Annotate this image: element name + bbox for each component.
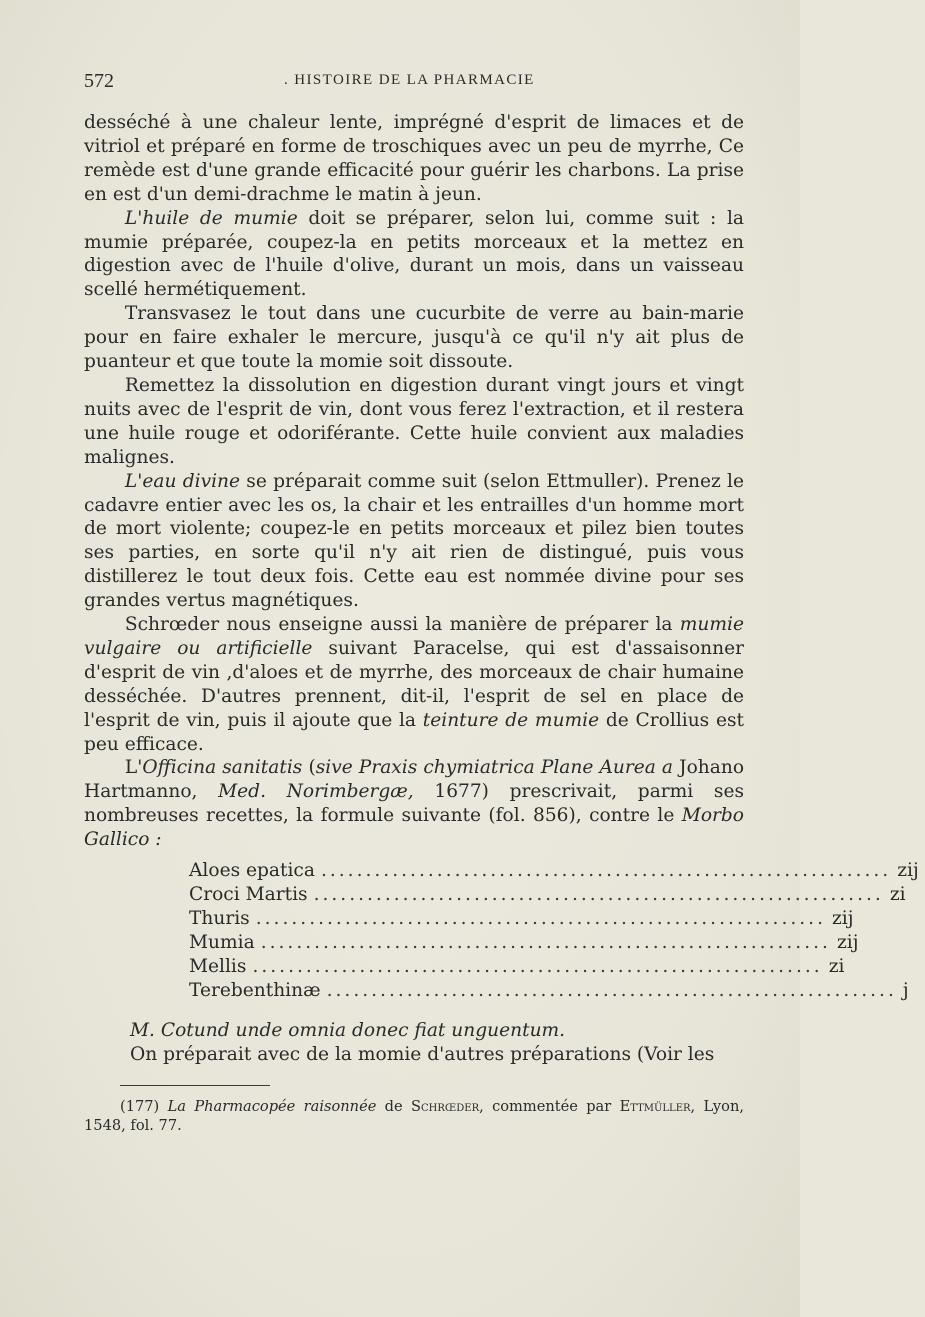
paragraph-5: L'eau divine se préparait comme suit (selon Ettmuller). Prenez le cadavre entier avec les os, la chair et les entrailles d'un homme mort de mort violente; coupez-le en petits morceaux et pilez bien toutes ses parties, en sorte qu'il n'y ait rien de distingué, puis vous distillerez le tout deux fois. Cette eau est nommée divine pour ses grandes vertus magnétiques. [84,470,745,612]
footnote-commentator: Ettmüller [619,1098,691,1115]
footnote-author: Schrœder [410,1098,480,1115]
term-morbo-gallico: Morbo Gallico : [84,805,744,851]
recipe-quantity: zij [897,860,919,881]
recipe-row [189,907,854,931]
paragraph-2: L'huile de mumie doit se préparer, selon lui, comme suit : la mumie préparée, coupez-la en petits morceaux et la mettez en digestion avec de l'huile d'olive, durant un mois, dans un vaisseau scellé hermétiquement. [84,207,744,301]
recipe-quantity: zi [889,883,906,905]
footnote-divider [120,1085,270,1086]
recipe-list [189,859,919,1002]
paragraph-7: L'Officina sanitatis (sive Praxis chymiatrica Plane Aurea a Johano Hartmanno, Med. Norimbergæ, 1677) prescrivait, parmi ses nombreuses recettes, la formule suivante (fol. 856), contre le Morbo Gallico : [84,757,745,851]
paragraph-3: Transvasez le tout dans une cucurbite de verre au bain-marie pour en faire exhaler le mercure, jusqu'à ce qu'il n'y ait plus de puanteur et que toute la momie soit dissoute. [84,303,744,373]
recipe-formula: M. Cotund unde omnia donec fiat unguentum. [130,1020,566,1041]
dot-leader: ................................................................ [320,860,892,881]
after-recipe-text [84,1019,744,1067]
recipe-quantity: zij [836,931,859,953]
dot-leader: ................................................................ [313,883,884,905]
dot-leader: ................................................................ [252,955,823,977]
continuation-line: On préparait avec de la momie d'autres préparations (Voir les [130,1043,715,1065]
footnote-number: (177) [120,1098,160,1115]
dot-leader: ................................................................ [255,907,827,929]
paragraph-6: Schrœder nous enseigne aussi la manière de préparer la mumie vulgaire ou artificielle suivant Paracelse, qui est d'assaisonner d'esprit de vin ,d'aloes et de myrrhe, des morceaux de chair humaine desséchée. D'autres prennent, dit-il, l'esprit de sel en place de l'esprit de vin, puis il ajoute que la teinture de mumie de Crollius est peu efficace. [84,614,745,755]
term-eau-divine: L'eau divine [124,470,241,492]
recipe-ingredient: Croci Martis [189,883,308,905]
paragraph-4: Remettez la dissolution en digestion durant vingt jours et vingt nuits avec de l'esprit de vin, dont vous ferez l'extraction, et il restera une huile rouge et odoriférante. Cette huile convient aux maladies malignes. [84,374,744,468]
term-mumie-vulgaire: mumie vulgaire ou artificielle [84,614,744,659]
main-text [84,111,744,852]
footnote-title: La Pharmacopée raisonnée [167,1098,377,1115]
page-number: 572 [84,70,114,92]
recipe-ingredient: Thuris [189,907,250,929]
recipe-row [189,859,919,883]
running-head [84,70,744,96]
place-norimbergae: Med. Norimbergæ, [218,781,414,803]
running-head-title: . HISTOIRE DE LA PHARMACIE [284,72,535,88]
footnote-text: (177) La Pharmacopée raisonnée de Schrœder, commentée par Ettmüller, Lyon, 1548, fol. 77. [84,1098,745,1134]
footnote [84,1097,744,1135]
recipe-quantity: j [902,979,909,1001]
recipe-row [189,955,845,979]
recipe-quantity: zi [828,955,845,977]
recipe-row [189,979,909,1003]
term-huile-de-mumie: L'huile de mumie [124,207,298,229]
recipe-ingredient: Terebenthinæ [189,979,321,1001]
paragraph-1: desséché à une chaleur lente, imprégné d'esprit de limaces et de vitriol et préparé en forme de troschiques avec un peu de myrrhe, Ce remède est d'une grande efficacité pour guérir les charbons. La prise en est d'un demi-drachme le matin à jeun. [84,112,744,205]
recipe-ingredient: Aloes epatica [189,860,315,881]
dot-leader: ................................................................ [260,931,831,953]
recipe-ingredient: Mumia [189,931,255,953]
term-teinture-de-mumie: teinture de mumie [422,709,600,731]
dot-leader: ................................................................ [326,979,897,1001]
recipe-row [189,883,906,907]
recipe-row [189,931,859,955]
title-praxis: sive Praxis chymiatrica Plane Aurea a [315,757,674,779]
recipe-quantity: zij [832,907,854,929]
recipe-ingredient: Mellis [189,955,247,977]
title-officina-sanitatis: Officina sanitatis [142,757,303,779]
